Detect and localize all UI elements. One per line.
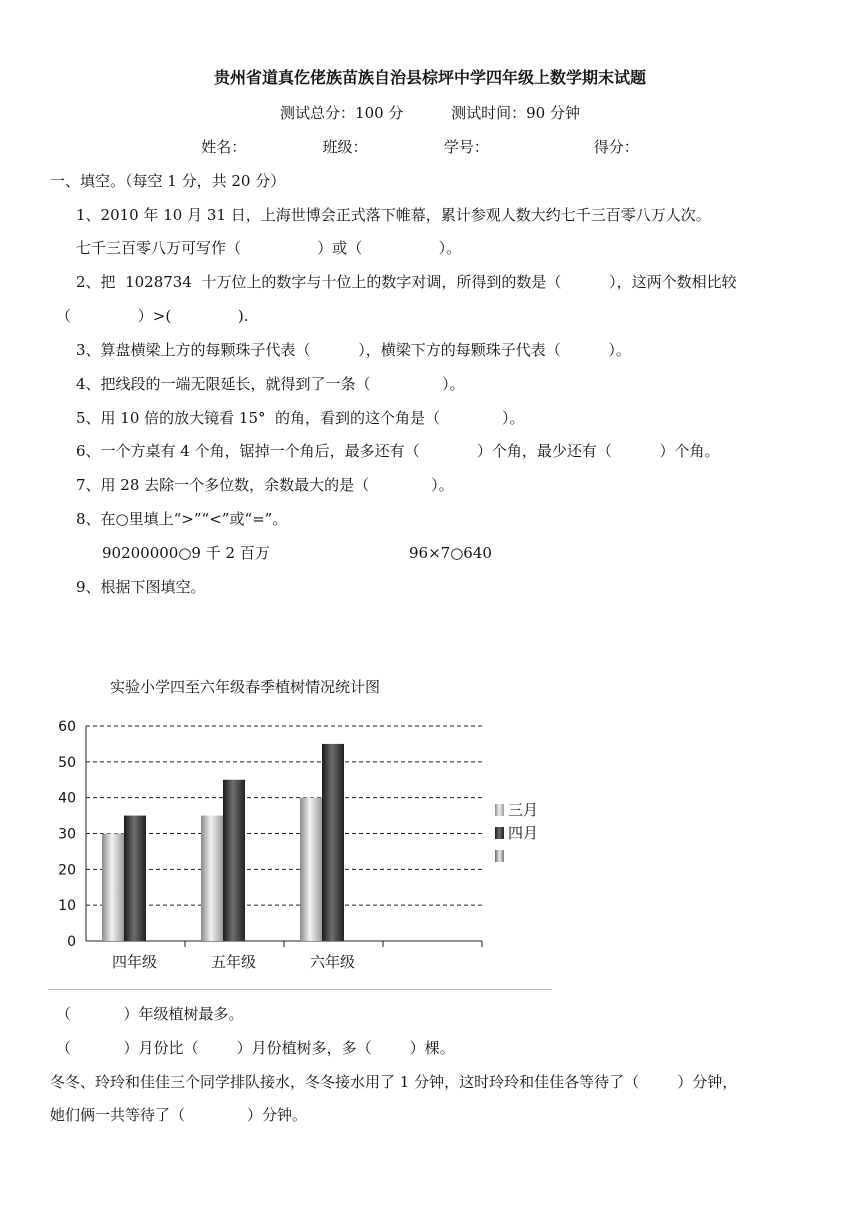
x-tick-label: 六年级 xyxy=(309,953,356,971)
bar xyxy=(322,744,344,941)
score-line: 测试总分：100 分 测试时间：90 分钟 xyxy=(280,104,580,122)
question-3: 3、算盘横梁上方的每颗珠子代表（ ），横梁下方的每颗珠子代表（ ）。 xyxy=(76,341,631,359)
legend-swatch xyxy=(495,827,504,839)
chart-title: 实验小学四至六年级春季植树情况统计图 xyxy=(110,678,381,696)
question-4: 4、把线段的一端无限延长，就得到了一条（ ）。 xyxy=(76,375,465,393)
question-8b: 96×7○640 xyxy=(409,544,492,562)
followup-b: （ ）月份比（ ）月份植树多，多（ ）棵。 xyxy=(56,1039,455,1057)
bars xyxy=(102,744,344,941)
divider-line xyxy=(48,989,552,990)
y-tick-label: 20 xyxy=(58,862,76,879)
x-tick-label: 四年级 xyxy=(111,953,158,971)
question-5: 5、用 10 倍的放大镜看 15° 的角，看到的这个角是（ ）。 xyxy=(76,409,525,427)
question-6: 6、一个方桌有 4 个角，锯掉一个角后，最多还有（ ）个角，最少还有（ ）个角。 xyxy=(76,442,720,460)
question-8a: 90200000○9 千 2 百万 xyxy=(102,544,270,562)
bar xyxy=(124,816,146,941)
y-tick-label: 40 xyxy=(58,790,76,807)
x-tick-label: 五年级 xyxy=(210,953,257,971)
legend-label: 四月 xyxy=(508,824,539,842)
question-2b: （ ）>( ). xyxy=(56,307,249,325)
info-line: 姓名： 班级： 学号： 得分： xyxy=(201,138,639,156)
question-8: 8、在○里填上“>”“<”或“=”。 xyxy=(76,510,288,528)
bar xyxy=(300,798,322,941)
section-heading: 一、填空。（每空 1 分，共 20 分） xyxy=(50,172,286,190)
bar xyxy=(201,816,223,941)
question-1a: 1、2010 年 10 月 31 日，上海世博会正式落下帷幕，累计参观人数大约七千三百零八万人次。 xyxy=(76,206,711,224)
followup-a: （ ）年级植树最多。 xyxy=(56,1005,244,1023)
page-title: 贵州省道真仡佬族苗族自治县棕坪中学四年级上数学期末试题 xyxy=(213,68,646,87)
legend-swatch xyxy=(495,804,504,816)
followup-d: 她们俩一共等待了（ ）分钟。 xyxy=(50,1106,307,1124)
question-7: 7、用 28 去除一个多位数，余数最大的是（ ）。 xyxy=(76,476,454,494)
legend-swatch xyxy=(495,850,504,862)
followup-c: 冬冬、玲玲和佳佳三个同学排队接水，冬冬接水用了 1 分钟，这时玲玲和佳佳各等待了（ ）分钟， xyxy=(50,1073,738,1091)
bar xyxy=(102,834,124,942)
question-2a: 2、把 1028734 十万位上的数字与十位上的数字对调，所得到的数是（ ），这两个数相比较 xyxy=(76,273,737,291)
y-tick-label: 60 xyxy=(58,719,76,735)
y-tick-label: 30 xyxy=(58,826,76,843)
legend xyxy=(495,801,538,862)
bar xyxy=(223,780,245,941)
y-tick-label: 0 xyxy=(67,934,76,950)
y-tick-label: 10 xyxy=(58,898,76,915)
legend-label: 三月 xyxy=(508,801,539,819)
question-9: 9、根据下图填空。 xyxy=(76,578,206,596)
y-tick-label: 50 xyxy=(58,754,76,771)
bar-chart xyxy=(40,712,560,982)
question-1b: 七千三百零八万可写作（ ）或（ ）。 xyxy=(76,239,462,257)
